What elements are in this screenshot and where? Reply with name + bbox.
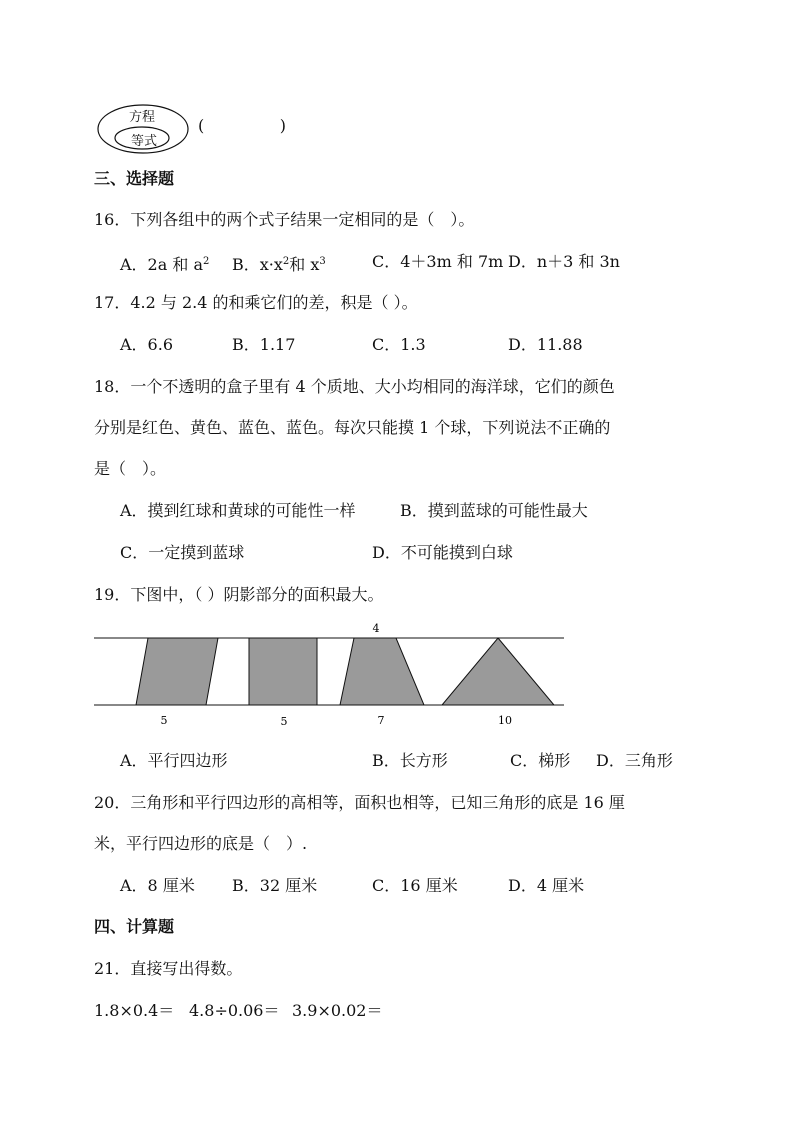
shapes-figure — [92, 620, 572, 732]
q21-item-3: 3.9×0.02＝ — [292, 1001, 383, 1020]
venn-answer-blank[interactable]: ( ) — [198, 116, 286, 135]
q18-option-c[interactable]: C．一定摸到蓝球 — [120, 543, 245, 562]
q16-stem: 16．下列各组中的两个式子结果一定相同的是（ ）。 — [94, 210, 475, 229]
triangle-shape — [442, 638, 554, 705]
q17-stem: 17．4.2 与 2.4 的和乘它们的差，积是（ ）。 — [94, 293, 418, 312]
q20-option-c[interactable]: C．16 厘米 — [372, 876, 458, 895]
q20-option-a[interactable]: A．8 厘米 — [120, 876, 195, 895]
parallelogram-shape — [136, 638, 218, 705]
trapezoid-top-label: 4 — [372, 622, 380, 635]
q19-option-a[interactable]: A．平行四边形 — [120, 751, 228, 770]
q17-option-d[interactable]: D．11.88 — [508, 335, 583, 354]
q17-option-c[interactable]: C．1.3 — [372, 335, 426, 354]
q21-item-1: 1.8×0.4＝ — [94, 1001, 175, 1020]
rectangle-shape — [249, 638, 317, 705]
q20-option-b[interactable]: B．32 厘米 — [232, 876, 318, 895]
q16-option-a[interactable]: A．2a 和 $a^2$ — [120, 255, 210, 274]
venn-outer-label: 方程 — [129, 110, 156, 125]
q20-option-d[interactable]: D．4 厘米 — [508, 876, 585, 895]
section-3-title: 三、选择题 — [94, 169, 175, 188]
q17-option-b[interactable]: B．1.17 — [232, 335, 296, 354]
q16-option-c[interactable]: C．4＋3m 和 7m — [372, 252, 504, 271]
q18-option-b[interactable]: B．摸到蓝球的可能性最大 — [400, 501, 588, 520]
trapezoid-base-label: 7 — [377, 714, 385, 727]
q19-option-b[interactable]: B．长方形 — [372, 751, 448, 770]
triangle-base-label: 10 — [498, 714, 512, 727]
section-4-title: 四、计算题 — [94, 917, 175, 936]
q18-option-a[interactable]: A．摸到红球和黄球的可能性一样 — [120, 501, 356, 520]
q19-option-c[interactable]: C．梯形 — [510, 751, 571, 770]
trapezoid-shape — [340, 638, 424, 705]
q19-stem: 19．下图中，（ ）阴影部分的面积最大。 — [94, 585, 384, 604]
q17-option-a[interactable]: A．6.6 — [120, 335, 174, 354]
q18-stem-line2: 分别是红色、黄色、蓝色、蓝色。每次只能摸 1 个球，下列说法不正确的 — [94, 418, 611, 437]
rectangle-base-label: 5 — [280, 715, 288, 728]
q20-stem-line2: 米，平行四边形的底是（ ）. — [94, 834, 308, 853]
q16-option-d[interactable]: D．n＋3 和 3n — [508, 252, 620, 271]
parallelogram-base-label: 5 — [160, 714, 168, 727]
q20-stem-line1: 20．三角形和平行四边形的高相等，面积也相等，已知三角形的底是 16 厘 — [94, 793, 625, 812]
q18-stem-line1: 18．一个不透明的盒子里有 4 个质地、大小均相同的海洋球，它们的颜色 — [94, 377, 615, 396]
q21-item-2: 4.8÷0.06＝ — [189, 1001, 280, 1020]
venn-inner-label: 等式 — [131, 134, 158, 149]
q21-stem: 21．直接写出得数。 — [94, 959, 243, 978]
q19-option-d[interactable]: D．三角形 — [596, 751, 673, 770]
q18-option-d[interactable]: D．不可能摸到白球 — [372, 543, 513, 562]
q18-stem-line3: 是（ ）。 — [94, 459, 167, 478]
q16-option-b[interactable]: B．$x\cdot x^2$和 $x^3$ — [232, 255, 326, 274]
